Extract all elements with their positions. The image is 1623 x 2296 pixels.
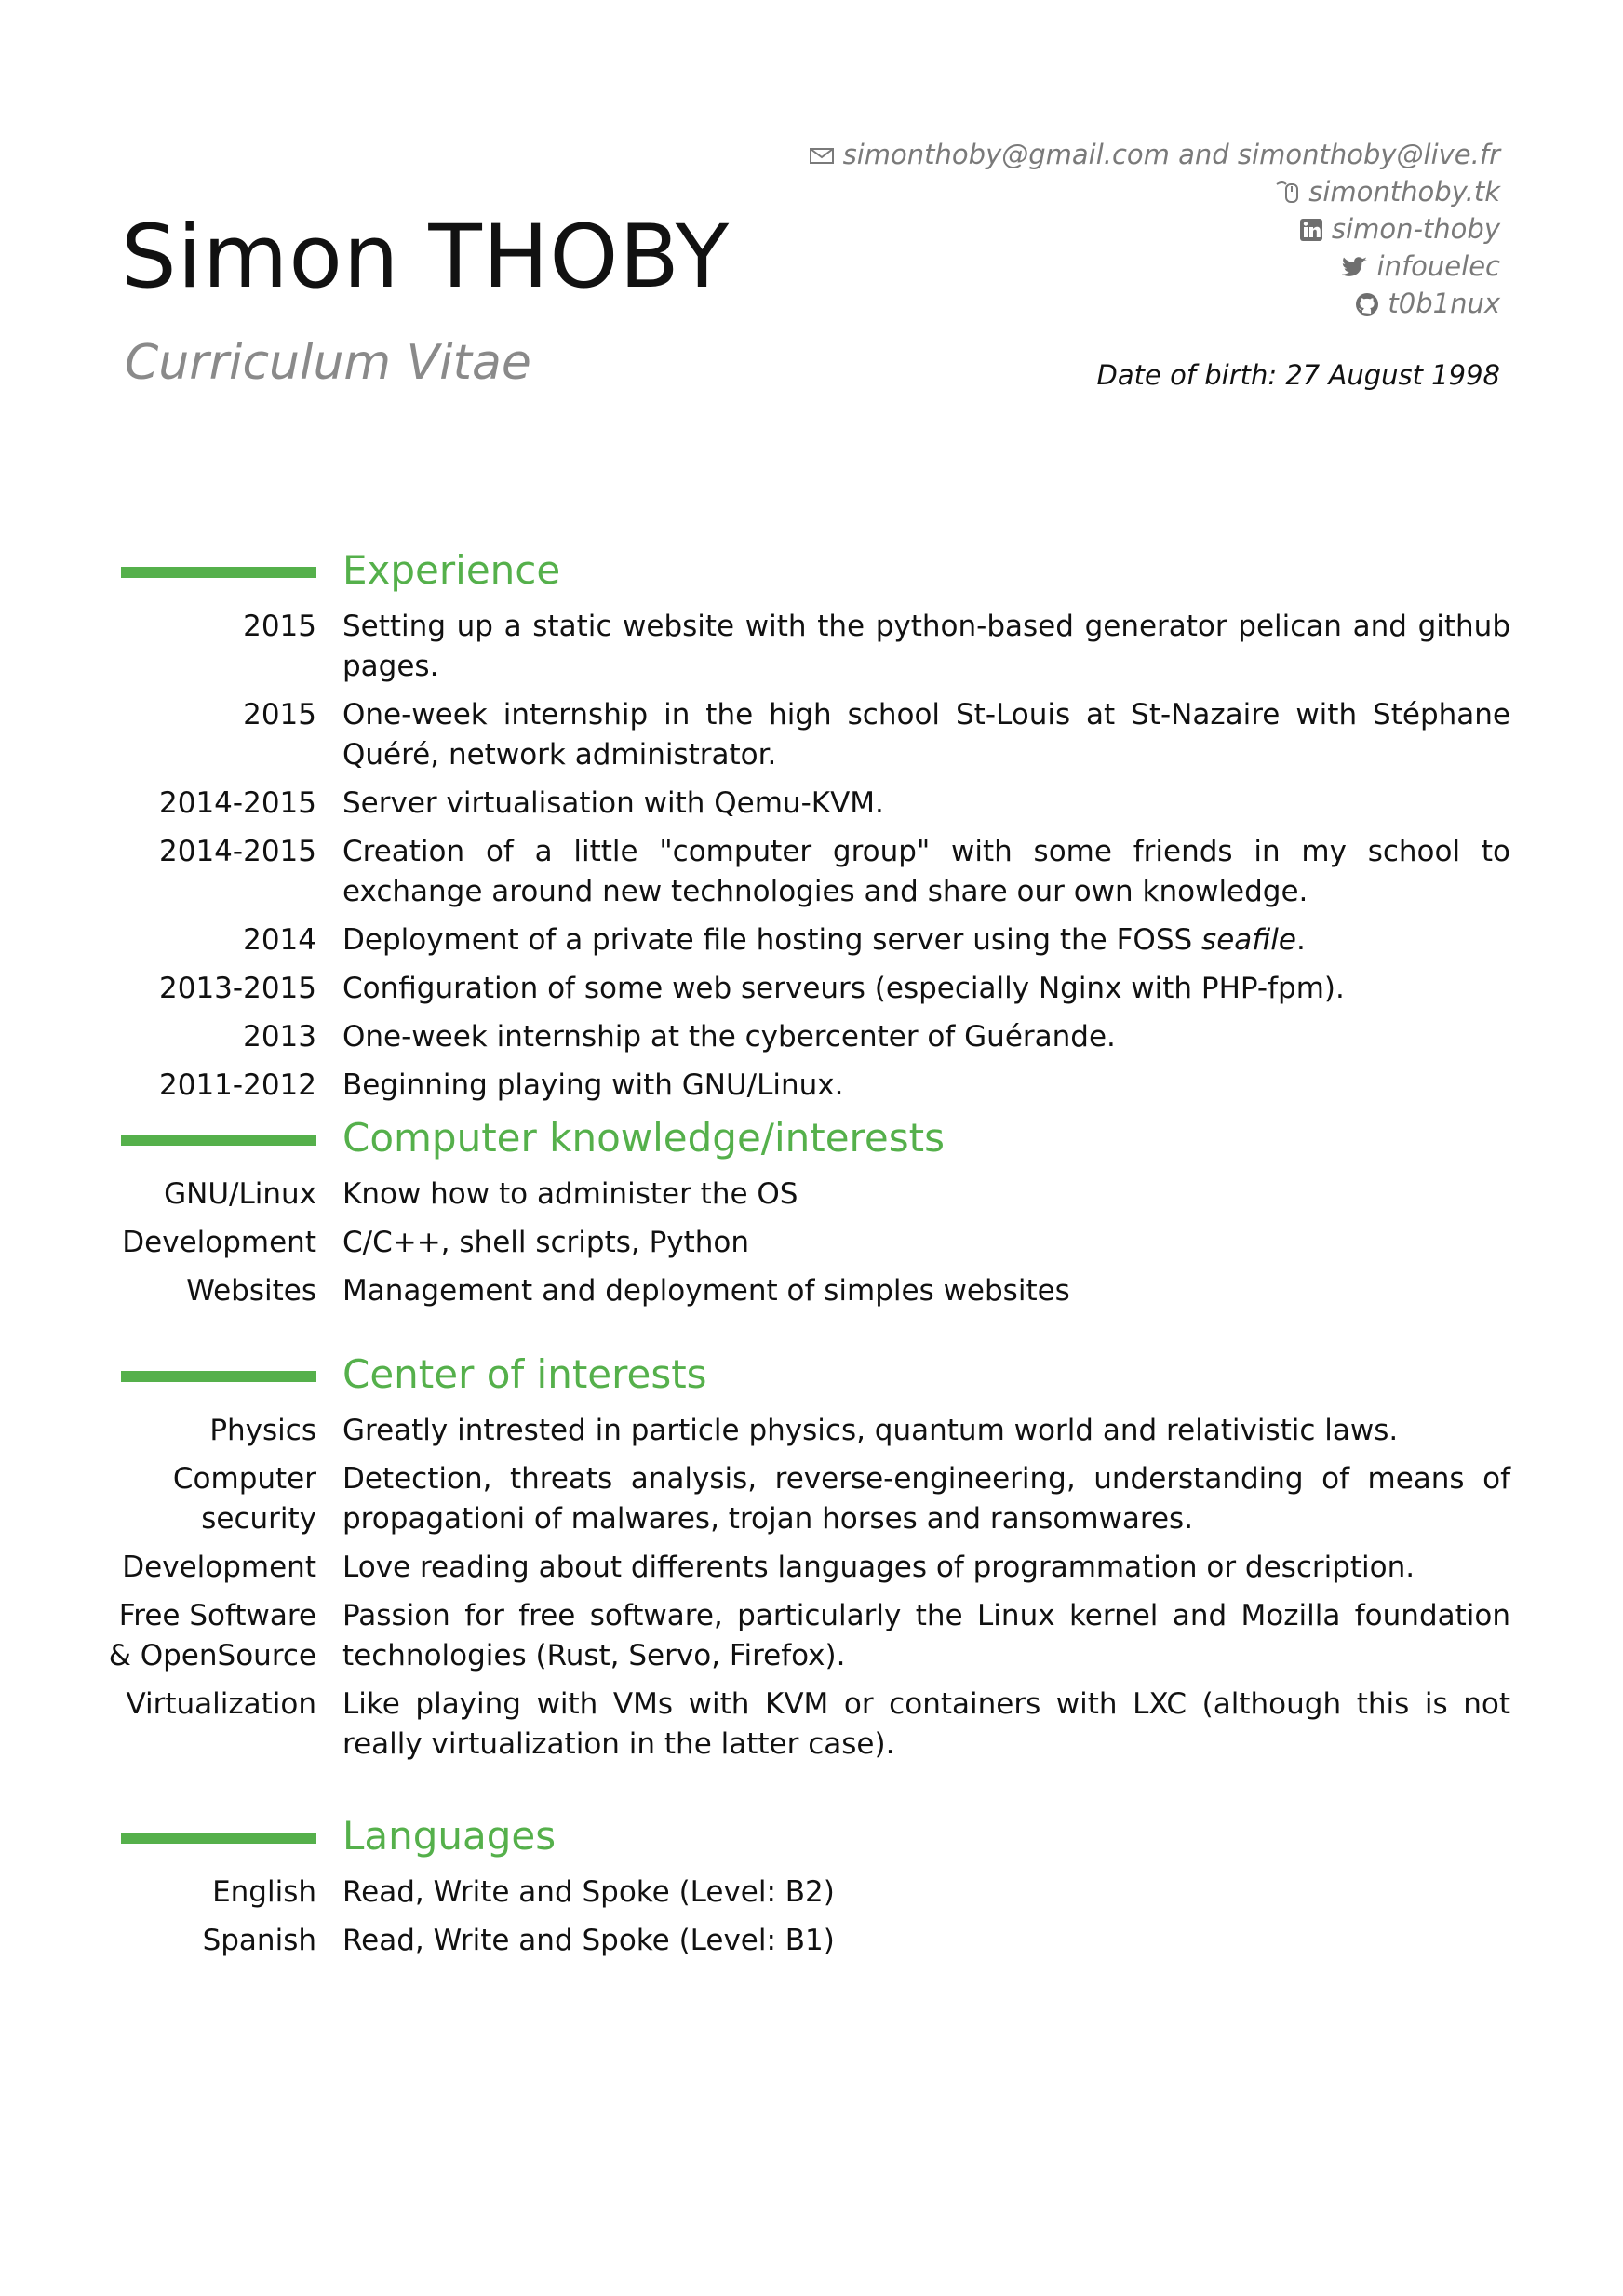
person-name: Simon THOBY bbox=[121, 207, 731, 308]
entry-description: One-week internship at the cybercenter of Guérande. bbox=[342, 1020, 1116, 1054]
contact-list bbox=[808, 136, 1500, 322]
contact-github[interactable] bbox=[808, 285, 1500, 322]
experience-entry bbox=[0, 1017, 1623, 1057]
entry-description: Passion for free software, particularly the Linux kernel and Mozilla foundation technologies (Rust, Servo, Firefox). bbox=[342, 1599, 1510, 1672]
entry-label: Physics bbox=[209, 1414, 316, 1447]
entry-description: One-week internship in the high school St-Louis at St-Nazaire with Stéphane Quéré, network administrator. bbox=[342, 698, 1510, 772]
mouse-icon bbox=[1273, 181, 1301, 205]
contact-twitter-text: infouelec bbox=[1376, 250, 1500, 282]
experience-entry bbox=[0, 969, 1623, 1009]
section-title: Experience bbox=[342, 547, 561, 593]
section-computer-knowledge bbox=[0, 1110, 1623, 1320]
interest-entry bbox=[0, 1411, 1623, 1451]
entry-date: 2014-2015 bbox=[159, 786, 316, 820]
section-bar bbox=[121, 1135, 316, 1146]
entry-description: Beginning playing with GNU/Linux. bbox=[342, 1068, 844, 1102]
section-languages bbox=[0, 1808, 1623, 1969]
entry-description: C/C++, shell scripts, Python bbox=[342, 1226, 750, 1259]
experience-entry bbox=[0, 695, 1623, 775]
entry-label: Development bbox=[122, 1551, 316, 1584]
entry-label-line: Computer bbox=[172, 1462, 316, 1496]
language-entry bbox=[0, 1921, 1623, 1961]
entry-date: 2015 bbox=[243, 610, 316, 643]
entry-label: Development bbox=[122, 1226, 316, 1259]
entry-label: GNU/Linux bbox=[164, 1177, 316, 1211]
envelope-icon bbox=[808, 143, 836, 168]
experience-entry bbox=[0, 607, 1623, 687]
document-subtitle: Curriculum Vitae bbox=[125, 335, 531, 391]
contact-website[interactable] bbox=[808, 173, 1500, 210]
entry-description: Creation of a little "computer group" with some friends in my school to exchange around new technologies and share our own knowledge. bbox=[342, 835, 1510, 908]
entry-label: English bbox=[212, 1875, 316, 1909]
entry-date: 2011-2012 bbox=[159, 1068, 316, 1102]
entry-date: 2013 bbox=[243, 1020, 316, 1054]
entry-description: Management and deployment of simples websites bbox=[342, 1274, 1070, 1308]
entry-description: Setting up a static website with the python-based generator pelican and github pages. bbox=[342, 610, 1510, 683]
section-experience bbox=[0, 543, 1623, 1114]
entry-description: Detection, threats analysis, reverse-engineering, understanding of means of propagationi of malwares, trojan horses and ransomwares. bbox=[342, 1462, 1510, 1536]
section-title: Languages bbox=[342, 1813, 557, 1859]
github-icon bbox=[1352, 292, 1380, 316]
contact-github-text: t0b1nux bbox=[1388, 288, 1500, 319]
entry-label-line: & OpenSource bbox=[108, 1639, 316, 1672]
section-center-of-interests bbox=[0, 1347, 1623, 1773]
entry-label: Virtualization bbox=[126, 1687, 316, 1721]
interest-entry bbox=[0, 1459, 1623, 1539]
entry-description: Greatly intrested in particle physics, quantum world and relativistic laws. bbox=[342, 1414, 1399, 1447]
section-bar bbox=[121, 1833, 316, 1844]
entry-text: Deployment of a private file hosting server using the FOSS bbox=[342, 923, 1202, 957]
entry-label bbox=[93, 1459, 316, 1539]
section-bar bbox=[121, 567, 316, 578]
contact-website-text: simonthoby.tk bbox=[1308, 176, 1500, 208]
section-title: Center of interests bbox=[342, 1351, 707, 1397]
entry-description bbox=[342, 920, 1510, 960]
entry-description: Like playing with VMs with KVM or containers with LXC (although this is not really virtualization in the latter case). bbox=[342, 1687, 1510, 1761]
entry-date: 2014-2015 bbox=[159, 835, 316, 868]
experience-entry bbox=[0, 1066, 1623, 1106]
contact-email[interactable] bbox=[808, 136, 1500, 173]
entry-emphasis: seafile bbox=[1201, 923, 1296, 957]
section-title: Computer knowledge/interests bbox=[342, 1115, 945, 1161]
language-entry bbox=[0, 1873, 1623, 1913]
entry-description: Configuration of some web serveurs (especially Nginx with PHP-fpm). bbox=[342, 972, 1345, 1005]
entry-date: 2013-2015 bbox=[159, 972, 316, 1005]
entry-label-line: security bbox=[201, 1502, 316, 1536]
linkedin-icon bbox=[1296, 218, 1324, 242]
experience-entry bbox=[0, 832, 1623, 912]
knowledge-entry bbox=[0, 1175, 1623, 1215]
entry-description: Read, Write and Spoke (Level: B2) bbox=[342, 1875, 835, 1909]
entry-description: Server virtualisation with Qemu-KVM. bbox=[342, 786, 884, 820]
interest-entry bbox=[0, 1685, 1623, 1765]
interest-entry bbox=[0, 1548, 1623, 1588]
entry-description: Read, Write and Spoke (Level: B1) bbox=[342, 1924, 835, 1957]
entry-label: Spanish bbox=[202, 1924, 316, 1957]
contact-email-text: simonthoby@gmail.com and simonthoby@live.fr bbox=[842, 139, 1500, 170]
entry-description: Love reading about differents languages of programmation or description. bbox=[342, 1551, 1415, 1584]
section-bar bbox=[121, 1371, 316, 1382]
entry-label-line: Free Software bbox=[118, 1599, 316, 1632]
entry-date: 2015 bbox=[243, 698, 316, 732]
date-of-birth: Date of birth: 27 August 1998 bbox=[1096, 359, 1500, 391]
contact-linkedin-text: simon-thoby bbox=[1331, 213, 1500, 245]
contact-linkedin[interactable] bbox=[808, 210, 1500, 248]
experience-entry bbox=[0, 784, 1623, 824]
entry-label: Websites bbox=[186, 1274, 316, 1308]
entry-label bbox=[93, 1596, 316, 1676]
entry-date: 2014 bbox=[243, 923, 316, 957]
knowledge-entry bbox=[0, 1271, 1623, 1311]
entry-text-end: . bbox=[1295, 923, 1306, 957]
experience-entry bbox=[0, 920, 1623, 960]
knowledge-entry bbox=[0, 1223, 1623, 1263]
interest-entry bbox=[0, 1596, 1623, 1676]
entry-description: Know how to administer the OS bbox=[342, 1177, 798, 1211]
twitter-icon bbox=[1342, 255, 1370, 279]
contact-twitter[interactable] bbox=[808, 248, 1500, 285]
